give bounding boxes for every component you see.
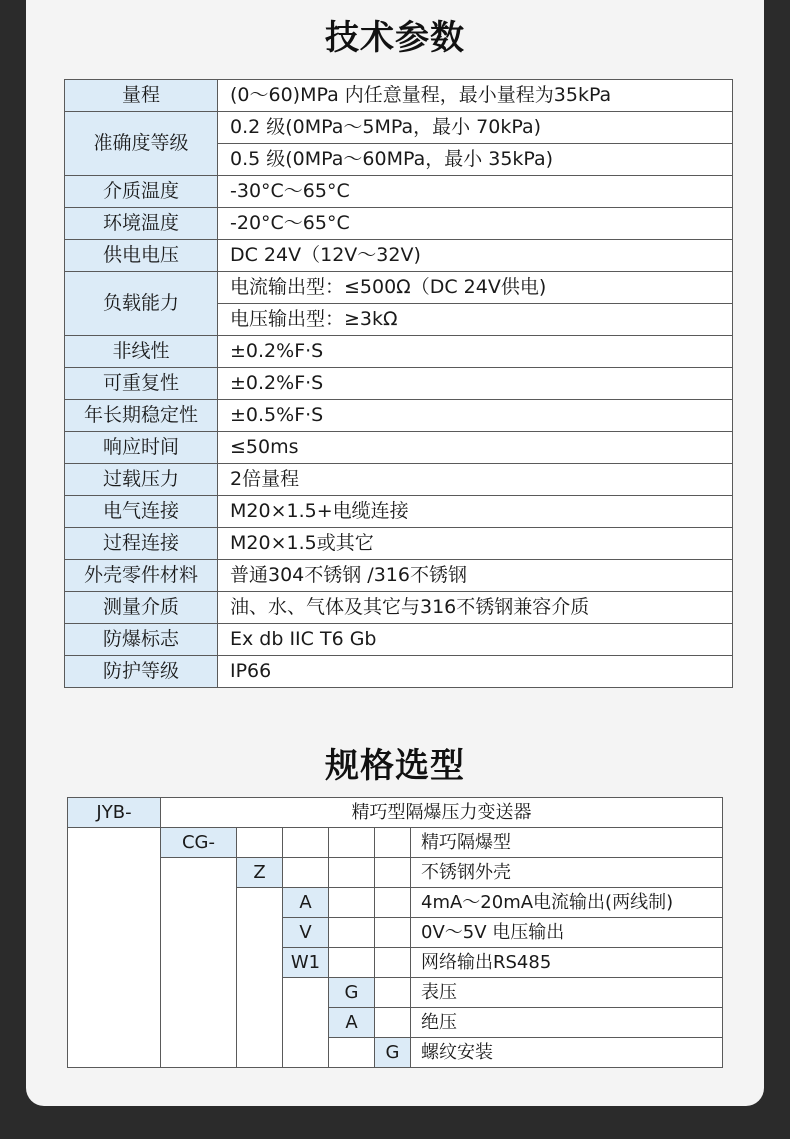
model-code: JYB- <box>68 798 161 828</box>
spec-row <box>65 496 733 528</box>
spec-row <box>65 208 733 240</box>
blank-cell <box>375 948 411 978</box>
spec-value: 0.2 级(0MPa～5MPa，最小 70kPa) <box>218 112 733 144</box>
blank-cell <box>329 948 375 978</box>
spec-value: ±0.2%F·S <box>218 368 733 400</box>
spec-label: 非线性 <box>65 336 218 368</box>
blank-cell <box>375 918 411 948</box>
blank-cell <box>283 978 329 1068</box>
option-description: 不锈钢外壳 <box>411 858 723 888</box>
spec-label: 量程 <box>65 80 218 112</box>
blank-cell <box>329 918 375 948</box>
spec-row <box>65 592 733 624</box>
spec-row <box>65 336 733 368</box>
spec-label: 供电电压 <box>65 240 218 272</box>
spec-value: M20×1.5+电缆连接 <box>218 496 733 528</box>
spec-row <box>65 272 733 304</box>
spec-value: ±0.2%F·S <box>218 336 733 368</box>
blank-cell <box>68 828 161 1068</box>
spec-value: -30°C～65°C <box>218 176 733 208</box>
spec-row <box>65 656 733 688</box>
spec-row <box>65 464 733 496</box>
blank-cell <box>329 1038 375 1068</box>
spec-value: ±0.5%F·S <box>218 400 733 432</box>
spec-label: 负载能力 <box>65 272 218 336</box>
model-description: 精巧型隔爆压力变送器 <box>161 798 723 828</box>
spec-row <box>65 624 733 656</box>
spec-row <box>65 400 733 432</box>
spec-table <box>64 79 733 688</box>
selection-title: 规格选型 <box>325 746 465 786</box>
blank-cell <box>283 858 329 888</box>
blank-cell <box>375 858 411 888</box>
spec-label: 可重复性 <box>65 368 218 400</box>
spec-value: 油、水、气体及其它与316不锈钢兼容介质 <box>218 592 733 624</box>
selection-table <box>67 797 723 1068</box>
option-description: 螺纹安装 <box>411 1038 723 1068</box>
option-description: 精巧隔爆型 <box>411 828 723 858</box>
spec-value: ≤50ms <box>218 432 733 464</box>
spec-label: 过程连接 <box>65 528 218 560</box>
option-code: CG- <box>161 828 237 858</box>
spec-value: 0.5 级(0MPa～60MPa，最小 35kPa) <box>218 144 733 176</box>
spec-value: IP66 <box>218 656 733 688</box>
spec-label: 年长期稳定性 <box>65 400 218 432</box>
spec-row <box>65 368 733 400</box>
blank-cell <box>329 858 375 888</box>
spec-label: 电气连接 <box>65 496 218 528</box>
spec-value: DC 24V（12V～32V) <box>218 240 733 272</box>
spec-label: 准确度等级 <box>65 112 218 176</box>
blank-cell <box>329 828 375 858</box>
option-code: V <box>283 918 329 948</box>
option-description: 4mA～20mA电流输出(两线制) <box>411 888 723 918</box>
spec-row <box>65 560 733 592</box>
selection-header-row <box>68 798 723 828</box>
option-description: 表压 <box>411 978 723 1008</box>
option-code: Z <box>237 858 283 888</box>
blank-cell <box>283 828 329 858</box>
spec-label: 响应时间 <box>65 432 218 464</box>
blank-cell <box>375 828 411 858</box>
spec-row <box>65 528 733 560</box>
spec-label: 外壳零件材料 <box>65 560 218 592</box>
spec-row <box>65 176 733 208</box>
option-code: G <box>329 978 375 1008</box>
selection-row <box>68 828 723 858</box>
option-code: W1 <box>283 948 329 978</box>
tech-params-title: 技术参数 <box>325 18 465 58</box>
spec-label: 测量介质 <box>65 592 218 624</box>
blank-cell <box>375 978 411 1008</box>
spec-value: 2倍量程 <box>218 464 733 496</box>
blank-cell <box>237 888 283 1068</box>
spec-label: 防爆标志 <box>65 624 218 656</box>
spec-row <box>65 80 733 112</box>
spec-label: 防护等级 <box>65 656 218 688</box>
spec-value: Ex db IIC T6 Gb <box>218 624 733 656</box>
option-code: A <box>329 1008 375 1038</box>
blank-cell <box>375 888 411 918</box>
spec-row <box>65 432 733 464</box>
blank-cell <box>329 888 375 918</box>
spec-value: -20°C～65°C <box>218 208 733 240</box>
spec-row <box>65 240 733 272</box>
spec-value: 电压输出型：≥3kΩ <box>218 304 733 336</box>
option-description: 网络输出RS485 <box>411 948 723 978</box>
spec-label: 介质温度 <box>65 176 218 208</box>
blank-cell <box>237 828 283 858</box>
blank-cell <box>161 858 237 1068</box>
spec-row <box>65 112 733 144</box>
blank-cell <box>375 1008 411 1038</box>
spec-value: (0～60)MPa 内任意量程，最小量程为35kPa <box>218 80 733 112</box>
option-code: G <box>375 1038 411 1068</box>
option-code: A <box>283 888 329 918</box>
spec-value: 普通304不锈钢 /316不锈钢 <box>218 560 733 592</box>
spec-label: 环境温度 <box>65 208 218 240</box>
spec-value: M20×1.5或其它 <box>218 528 733 560</box>
option-description: 绝压 <box>411 1008 723 1038</box>
spec-label: 过载压力 <box>65 464 218 496</box>
spec-value: 电流输出型：≤500Ω（DC 24V供电) <box>218 272 733 304</box>
selection-row <box>68 858 723 888</box>
option-description: 0V～5V 电压输出 <box>411 918 723 948</box>
